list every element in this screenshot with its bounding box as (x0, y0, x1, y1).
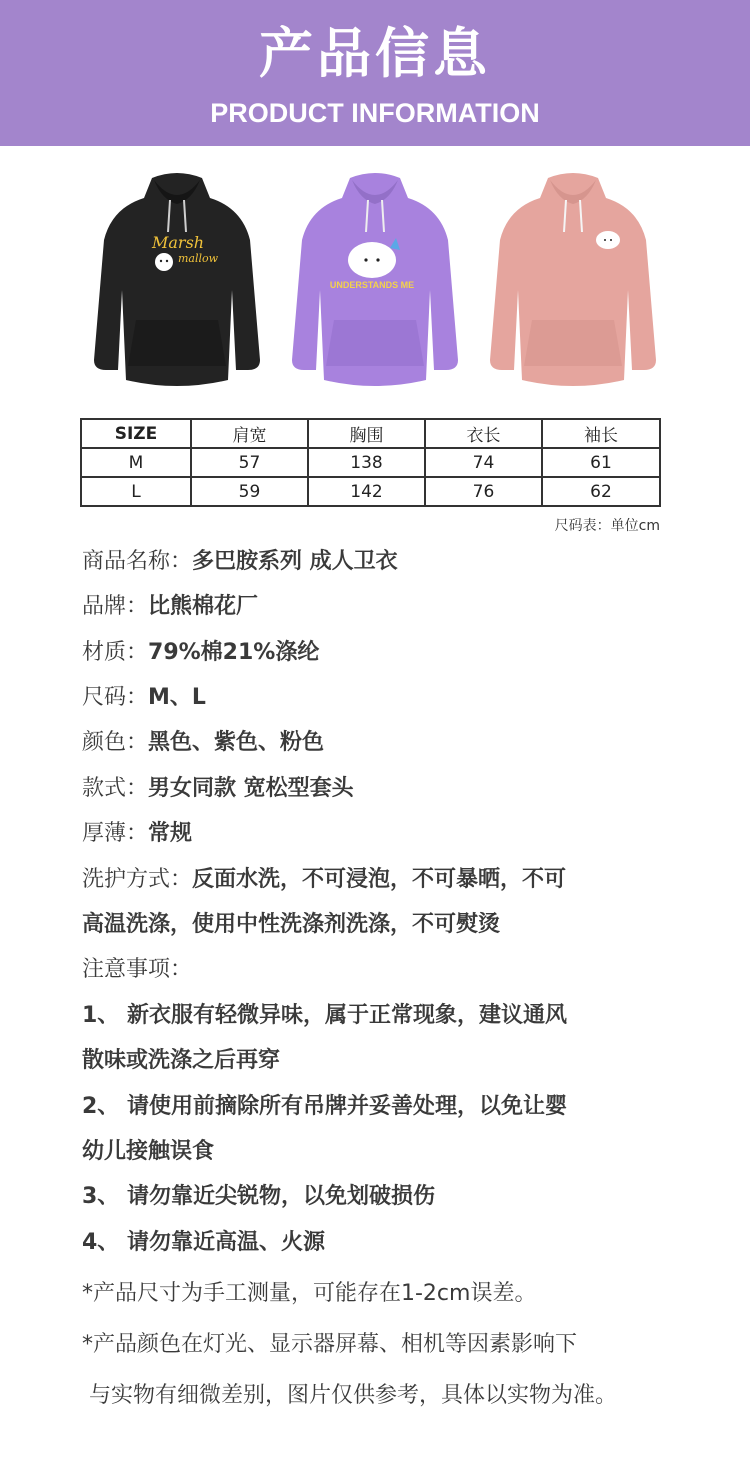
info-thickness (82, 819, 702, 849)
length-header: 衣长 (425, 419, 542, 448)
info-label: 注意事项： (82, 957, 193, 982)
list-item: 3、 请勿靠近尖锐物，以免划破损伤 (82, 1184, 435, 1209)
chest-header: 胸围 (308, 419, 425, 448)
measurement-note: *产品尺寸为手工测量，可能存在1-2cm误差。 (82, 1281, 537, 1306)
list-item: 散味或洗涤之后再穿 (82, 1048, 281, 1073)
sleeve-header: 袖长 (542, 419, 660, 448)
shoulder-header: 肩宽 (191, 419, 308, 448)
size-unit-note: 尺码表：单位cm (554, 518, 660, 534)
info-label: 品牌： (82, 594, 149, 619)
list-item: 4、 请勿靠近高温、火源 (82, 1230, 325, 1255)
pink-hoodie-image (488, 170, 658, 396)
info-value: 常规 (148, 821, 193, 846)
svg-text:mallow: mallow (178, 252, 219, 265)
info-value: 男女同款 宽松型套头 (148, 776, 354, 801)
table-cell: 62 (542, 477, 660, 506)
table-cell: 138 (308, 448, 425, 477)
header-banner (0, 0, 750, 146)
page-subtitle: PRODUCT INFORMATION (210, 98, 540, 128)
info-value: 79%棉21%涤纶 (148, 640, 320, 665)
info-size (82, 683, 702, 713)
purple-hoodie-print-text: UNDERSTANDS ME (329, 280, 415, 290)
color-note-line1: *产品颜色在灯光、显示器屏幕、相机等因素影响下 (82, 1332, 578, 1357)
table-cell: 61 (542, 448, 660, 477)
list-item: 2、 请使用前摘除所有吊牌并妥善处理，以免让婴 (82, 1094, 567, 1119)
color-note-line2: 与实物有细微差别，图片仅供参考，具体以实物为准。 (82, 1383, 617, 1408)
info-product-name (82, 547, 702, 577)
info-value: M、L (148, 685, 206, 710)
info-care (82, 865, 702, 895)
info-value: 比熊棉花厂 (148, 594, 259, 619)
table-cell: L (81, 477, 191, 506)
size-header: SIZE (81, 419, 191, 448)
info-label: 款式： (82, 776, 149, 801)
size-table-header-row (81, 419, 660, 448)
info-value: 反面水洗，不可浸泡，不可暴晒，不可 (192, 867, 567, 892)
table-cell: M (81, 448, 191, 477)
black-hoodie-image (92, 170, 262, 396)
info-material (82, 638, 702, 668)
table-cell: 59 (191, 477, 308, 506)
purple-hoodie-image (290, 170, 460, 396)
info-value: 多巴胺系列 成人卫衣 (192, 549, 398, 574)
black-hoodie-print-text: Marsh (152, 233, 205, 252)
info-label: 洗护方式： (82, 867, 193, 892)
size-table (80, 418, 661, 507)
info-care-line2: 高温洗涤，使用中性洗涤剂洗涤，不可熨烫 (82, 912, 501, 937)
info-label: 尺码： (82, 685, 149, 710)
info-style (82, 774, 702, 804)
table-cell: 142 (308, 477, 425, 506)
info-color (82, 728, 702, 758)
table-cell: 57 (191, 448, 308, 477)
list-item: 幼儿接触误食 (82, 1139, 215, 1164)
info-attention-label (82, 955, 702, 985)
info-brand (82, 592, 702, 622)
table-row (81, 448, 660, 477)
list-item: 1、 新衣服有轻微异味，属于正常现象，建议通风 (82, 1003, 567, 1028)
info-label: 材质： (82, 640, 149, 665)
info-value: 黑色、紫色、粉色 (148, 730, 325, 755)
info-label: 商品名称： (82, 549, 193, 574)
table-cell: 76 (425, 477, 542, 506)
info-label: 颜色： (82, 730, 149, 755)
table-cell: 74 (425, 448, 542, 477)
table-row (81, 477, 660, 506)
info-label: 厚薄： (82, 821, 149, 846)
page-title: 产品信息 (259, 22, 491, 85)
